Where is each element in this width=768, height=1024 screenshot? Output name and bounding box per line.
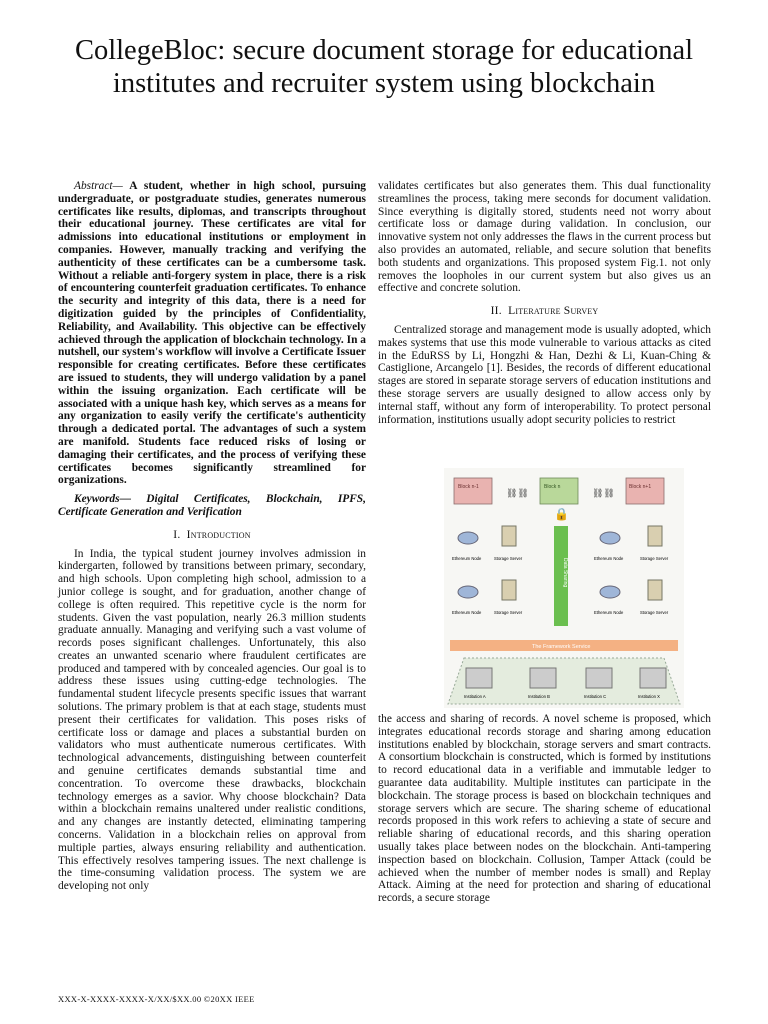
section-number: II.: [490, 304, 502, 318]
section-heading-introduction: [58, 529, 366, 542]
keywords-text: Digital Certificates, Blockchain, IPFS, Certificate Generation and Verification: [58, 493, 366, 518]
eth-node-label: Ethereum Node: [452, 556, 482, 561]
left-column: [58, 180, 366, 893]
block-next-label: Block n+1: [629, 484, 652, 490]
storage-server-label: Storage Server: [640, 556, 669, 561]
keywords: [58, 493, 366, 519]
data-sharing-label: Data Sharing: [562, 558, 568, 588]
introduction-text: In India, the typical student journey involves admission in kindergarten, followed by transitions between primary, secondary, and high schools. Upon completing high school, admission to a junior college is sought, and for graduation, another change of college is often required. This repetitive cycle is the norm for students. Given the vast population, nearly 26.3 million students graduate annually. Managing and verifying such a vast volume of records poses significant challenges. Unfortunately, this also creates an unwanted scenario where fraudulent certificates are produced and tampered with by concealed agencies. Our goal is to address these issues using cutting-edge technologies. The fundamental student lifecycle presents specific issues that warrant solutions. The primary problem is that at each stage, students must present their certificates for validation. This poses risks of certificate loss or damage and places a substantial burden on validators who must authenticate numerous certificates. With technological advancements, distinguishing between counterfeit and genuine certificates demands substantial time and concentration. To overcome these drawbacks, blockchain technology emerges as a savior. Why choose blockchain? Data within a blockchain remains unaltered under realistic conditions, and any changes are instantly detected, eliminating tampering concerns. Validation in a blockchain relies on approval from multiple parties, always ensuring reliability and authentication. This effectively resolves tampering issues. The next challenge is the time-consuming validation process. The system we are developing not only: [58, 547, 366, 893]
copyright-footer: XXX-X-XXXX-XXXX-X/XX/$XX.00 ©20XX IEEE: [58, 994, 255, 1004]
block-prev: [454, 478, 492, 504]
section-title: Literature Survey: [508, 304, 599, 318]
framework-service-bar: [450, 640, 678, 651]
abstract-text: A student, whether in high school, pursuing undergraduate, or postgraduate studies, generates numerous certificates like results, diplomas, and transcripts throughout their educational journey. These certificates are vital for admissions into educational institutions or employment in companies. However, manually tracking and verifying the authenticity of these certificates can be a cumbersome task. Without a reliable anti-forgery system in place, there is a risk of encountering counterfeit graduation certificates. To enhance the security and integrity of this data, there is a need for digitization guided by the principles of Confidentiality, Reliability, and Availability. This objective can be effectively achieved through the application of blockchain technology. In a nutshell, our system's workflow will involve a Certificate Issuer responsible for creating certificates. Before these certificates are issued to students, they will undergo validation by a panel within the issuing organization. Each certificate will be associated with a unique hash key, which serves as a means for any organization to easily verify the certificate's authenticity through a dedicated portal. The advantages of such a system are manifold. Students face reduced risks of losing or damaging their certificates, and the process of verifying these certificates becomes significantly streamlined for organizations.: [58, 180, 366, 487]
institution-x-label: Institution X: [638, 694, 660, 699]
svg-text:⛓⛓: ⛓⛓: [592, 488, 615, 498]
block-n-label: Block n: [544, 484, 561, 490]
abstract-label: Abstract—: [74, 180, 123, 192]
block-prev-label: Block n-1: [458, 484, 479, 490]
section-title: Introduction: [186, 527, 251, 541]
eth-node-label: Ethereum Node: [594, 610, 624, 615]
literature-survey-text: Centralized storage and management mode is usually adopted, which makes systems that use this mode vulnerable to various attacks as cited in the EduRSS by Li, Hongzhi & Han, Dezhi & Li, Kuan-Ching & Castiglione, Arcangelo [1]. Besides, the records of different educational stages are stored in separate storage servers of education institutions and these storage servers are usually designed to allow access only by internal staff, without any form of interoperability. To protect personal information, institutions usually adopt security policies to restrict: [378, 323, 711, 426]
architecture-figure: [444, 468, 684, 708]
abstract: [58, 180, 366, 487]
framework-service-label: The Framework Service: [532, 644, 591, 650]
data-sharing-bar: [554, 526, 568, 626]
section-heading-literature-survey: [378, 305, 711, 318]
storage-server-label: Storage Server: [640, 610, 669, 615]
lock-icon: 🔒: [554, 507, 569, 521]
section-number: I.: [173, 527, 181, 541]
keywords-label: Keywords—: [74, 493, 131, 506]
institutions-layer: [448, 658, 680, 704]
svg-text:⛓⛓: ⛓⛓: [506, 488, 529, 498]
institution-a-label: Institution A: [464, 694, 486, 699]
institution-b-label: Institution B: [528, 694, 550, 699]
right-column: [378, 180, 711, 426]
eth-node-label: Ethereum Node: [594, 556, 624, 561]
eth-node-label: Ethereum Node: [452, 610, 482, 615]
literature-survey-continued: the access and sharing of records. A novel scheme is proposed, which integrates educational records storage and sharing among education institutions enabled by blockchain, storage servers and smart contracts. A consortium blockchain is constructed, which is formed by institutions to record educational data in a verifiable and immutable ledger to guarantee data auditability. Multiple institutes can participate in the blockchain. The storage process is based on blockchain techniques and storage servers which are secure. The sharing scheme of educational records proposed in this work refers to achieving a state of secure and reliable sharing of educational records, and this sharing operation usually takes place between nodes on the blockchain. Anti-tampering inspection based on blockchain. Collusion, Tamper Attack (could be achieved when the number of member nodes is small) and Replay Attack. Aiming at the need for protection and sharing of educational records, a secure storage: [378, 713, 711, 905]
storage-server-label: Storage Server: [494, 610, 523, 615]
introduction-continued: validates certificates but also generates them. This dual functionality streamlines the process, taking mere seconds for document validation. Since everything is digitally stored, students need not worry about certificate loss or damage during validation. In conclusion, our innovative system not only addresses the flaws in the current process but also provides an automated, reliable, and secure solution that benefits both students and organizations. This proposed system Fig.1. not only removes the loopholes in our current system but also gives us an effective and concrete solution.: [378, 180, 711, 295]
storage-server-label: Storage Server: [494, 556, 523, 561]
paper-title: CollegeBloc: secure document storage for educational institutes and recruiter system using blockchain: [74, 35, 694, 99]
block-n: [540, 478, 578, 504]
institution-c-label: Institution C: [584, 694, 607, 699]
block-next: [626, 478, 664, 504]
